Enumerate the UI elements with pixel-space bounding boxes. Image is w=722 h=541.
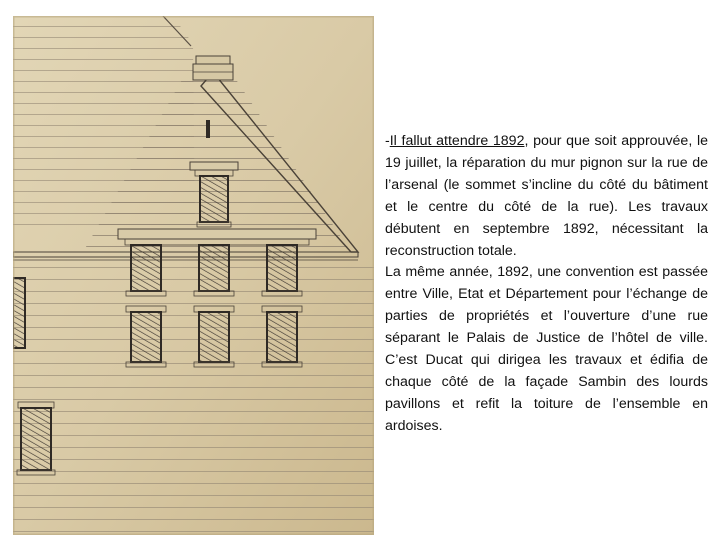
dash: - — [385, 133, 390, 149]
paragraph-1-rest: , pour que soit approuvée, le 19 juillet, la réparation du mur pignon sur la rue de l’arsenal (le sommet s’incline du côté du bâtiment et le centre du côté de la rue). Les travaux débutent en septembre 1892, nécessitant la reconstruction totale. — [385, 133, 708, 259]
underlined-phrase: Il fallut attendre 1892 — [389, 133, 525, 149]
left-edge-window — [13, 278, 25, 348]
windows-row-2 — [126, 306, 302, 367]
paragraph-2: La même année, 1892, une convention est passée entre Ville, Etat et Département pour l’échange de parties de propriétés et l’ouverture d’une rue séparant le Palais de Justice de l’hôtel de ville. C’est Ducat qui dirigea les travaux et édifia de chaque côté de la façade Sambin des lourds pavillons et refit la toiture de l’ensemble en ardoises. — [385, 264, 708, 434]
gable-slit — [206, 120, 210, 138]
chimney — [193, 56, 233, 80]
windows-row-1 — [126, 245, 302, 296]
lower-window — [17, 402, 55, 475]
paragraph-1 — [385, 131, 708, 262]
architectural-drawing-photo — [13, 16, 374, 535]
slide-text — [385, 131, 708, 438]
